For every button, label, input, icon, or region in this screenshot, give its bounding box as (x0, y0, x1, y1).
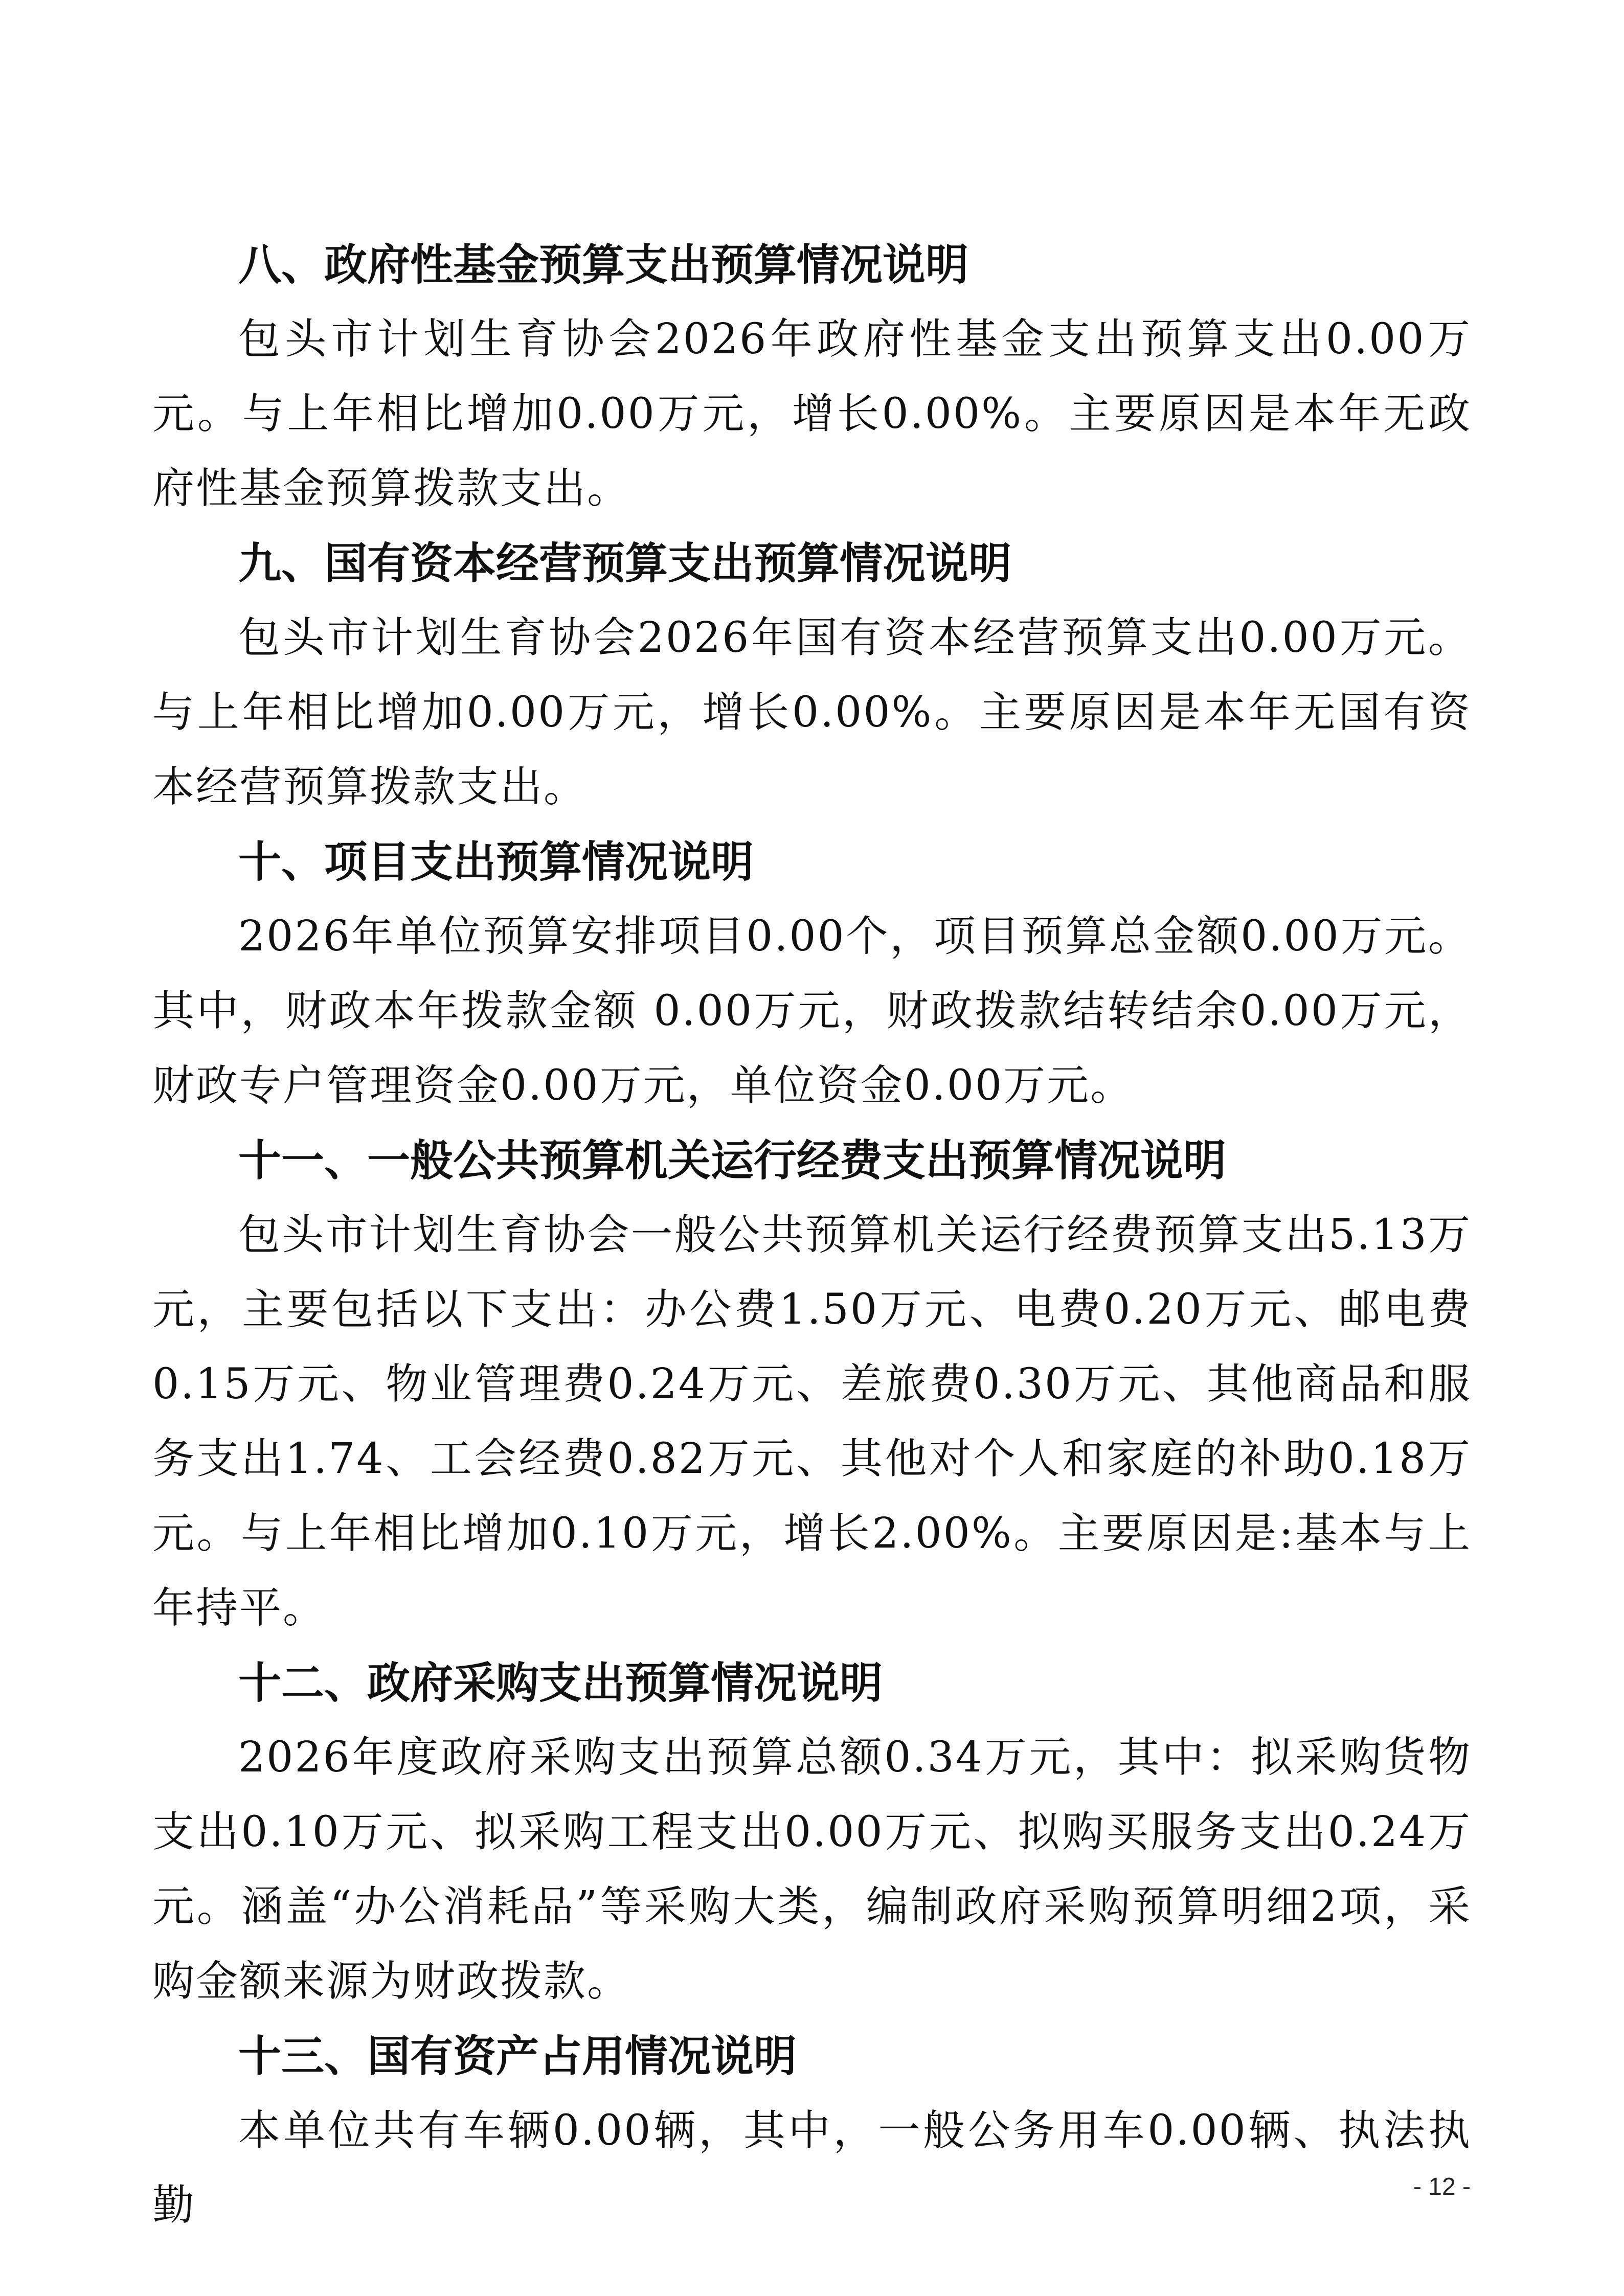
section-paragraph: 包头市计划生育协会2026年国有资本经营预算支出0.00万元。与上年相比增加0.00万元，增长0.00%。主要原因是本年无国有资本经营预算拨款支出。 (152, 613, 1472, 811)
section-state-capital-budget (152, 526, 1472, 825)
section-government-procurement (152, 1646, 1472, 2019)
section-project-expenditure (152, 825, 1472, 1123)
section-state-assets (152, 2019, 1472, 2243)
section-paragraph: 2026年单位预算安排项目0.00个，项目预算总金额0.00万元。其中，财政本年拨款金额 0.00万元，财政拨款结转结余0.00万元，财政专户管理资金0.00万元，单位资金0.00万元。 (152, 912, 1472, 1110)
section-heading: 十一、一般公共预算机关运行经费支出预算情况说明 (238, 1135, 1227, 1186)
section-paragraph: 2026年度政府采购支出预算总额0.34万元，其中：拟采购货物支出0.10万元、拟采购工程支出0.00万元、拟购买服务支出0.24万元。涵盖“办公消耗品”等采购大类，编制政府采购预算明细2项，采购金额来源为财政拨款。 (152, 1733, 1472, 2006)
section-heading: 十三、国有资产占用情况说明 (238, 2031, 797, 2081)
section-paragraph: 本单位共有车辆0.00辆，其中，一般公务用车0.00辆、执法执勤 (152, 2106, 1472, 2230)
section-paragraph: 包头市计划生育协会一般公共预算机关运行经费预算支出5.13万元，主要包括以下支出：办公费1.50万元、电费0.20万元、邮电费0.15万元、物业管理费0.24万元、差旅费0.30万元、其他商品和服务支出1.74、工会经费0.82万元、其他对个人和家庭的补助0.18万元。与上年相比增加0.10万元，增长2.00%。主要原因是:基本与上年持平。 (152, 1211, 1472, 1632)
section-heading: 十二、政府采购支出预算情况说明 (238, 1658, 883, 1708)
page-number: - 12 - (1413, 2173, 1471, 2200)
section-heading: 十、项目支出预算情况说明 (238, 837, 754, 887)
section-operating-expenses (152, 1123, 1472, 1646)
document-body (152, 228, 1472, 2243)
section-government-fund-budget (152, 228, 1472, 526)
section-heading: 九、国有资本经营预算支出预算情况说明 (238, 538, 1012, 588)
section-paragraph: 包头市计划生育协会2026年政府性基金支出预算支出0.00万元。与上年相比增加0.00万元，增长0.00%。主要原因是本年无政府性基金预算拨款支出。 (152, 315, 1472, 513)
section-heading: 八、政府性基金预算支出预算情况说明 (238, 240, 969, 290)
